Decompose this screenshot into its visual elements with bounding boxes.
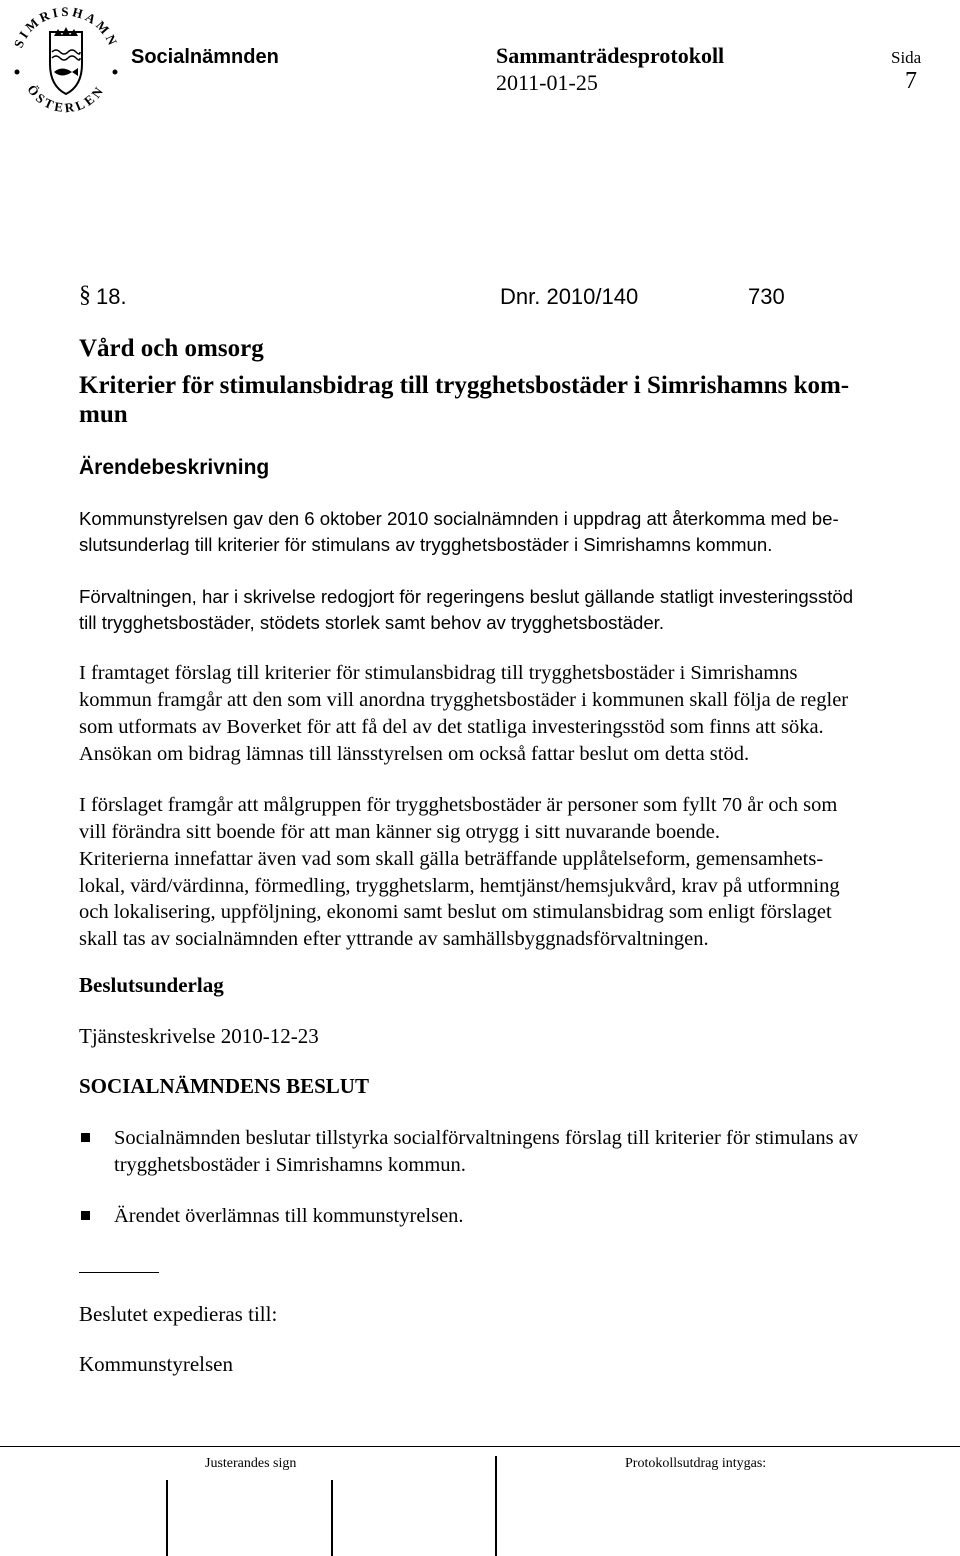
text-line: Kommunstyrelsen gav den 6 oktober 2010 socialnämnden i uppdrag att återkomma med be-: [79, 508, 839, 529]
paragraph-number: 18.: [96, 284, 127, 309]
page-number: 7: [905, 68, 917, 94]
beslutsunderlag-item: Tjänsteskrivelse 2010-12-23: [79, 1024, 319, 1048]
expedieras-recipient: Kommunstyrelsen: [79, 1352, 233, 1376]
separator-line: [79, 1272, 159, 1273]
org-name: Socialnämnden: [131, 46, 279, 68]
text-line: till trygghetsbostäder, stödets storlek samt behov av trygghetsbostäder.: [79, 612, 664, 633]
municipal-seal-logo: [6, 2, 126, 120]
text-line: Ansökan om bidrag lämnas till länsstyrelsen om också fattar beslut om detta stöd.: [79, 743, 750, 765]
seal-bottom-text: ÖSTERLEN: [24, 81, 108, 116]
subject-heading: Vård och omsorg: [79, 335, 264, 362]
protokollsutdrag-label: Protokollsutdrag intygas:: [625, 1456, 767, 1471]
beslut-text-line: trygghetsbostäder i Simrishamns kommun.: [114, 1154, 466, 1176]
svg-text:SIMRISHAMN: [11, 4, 122, 50]
diary-code: 730: [748, 284, 785, 309]
justerandes-sign-label: Justerandes sign: [205, 1456, 297, 1471]
text-line: lokal, värd/värdinna, förmedling, trygghetslarm, hemtjänst/hemsjukvård, krav på utformning: [79, 875, 840, 897]
text-line: I förslaget framgår att målgruppen för trygghetsbostäder är personer som fyllt 70 år och som: [79, 794, 838, 816]
beslut-text-line: Socialnämnden beslutar tillstyrka socialförvaltningens förslag till kriterier för stimulans av: [114, 1127, 859, 1149]
arende-heading: Ärendebeskrivning: [79, 456, 270, 479]
text-line: Förvaltningen, har i skrivelse redogjort för regeringens beslut gällande statligt investeringsstöd: [79, 586, 854, 607]
document-type: Sammanträdesprotokoll: [496, 43, 725, 68]
text-line: som utformats av Boverket för att få del av det statliga investeringsstöd som finns att söka.: [79, 716, 824, 738]
text-line: slutsunderlag till kriterier för stimulans av trygghetsbostäder i Simrishamns kommun.: [79, 534, 773, 555]
bullet-square-icon: [81, 1211, 90, 1220]
beslut-text-line: Ärendet överlämnas till kommunstyrelsen.: [114, 1205, 464, 1227]
document-date: 2011-01-25: [496, 70, 598, 95]
paragraph-symbol: §: [79, 282, 91, 308]
footer-rule: [0, 1446, 960, 1447]
expedieras-label: Beslutet expedieras till:: [79, 1302, 278, 1326]
text-line: vill förändra sitt boende för att man känner sig otrygg i sitt nuvarande boende.: [79, 821, 721, 843]
signature-box-divider: [331, 1480, 333, 1556]
beslut-heading: SOCIALNÄMNDENS BESLUT: [79, 1074, 369, 1098]
svg-text:ÖSTERLEN: [24, 82, 107, 116]
seal-top-text: SIMRISHAMN: [10, 3, 122, 50]
text-line: I framtaget förslag till kriterier för stimulansbidrag till trygghetsbostäder i Simrishamns: [79, 662, 798, 684]
signature-box-divider: [166, 1480, 168, 1556]
bullet-square-icon: [81, 1133, 90, 1142]
diary-number: Dnr. 2010/140: [500, 284, 639, 309]
text-line: Kriterierna innefattar även vad som skall gälla beträffande upplåtelseform, gemensamhets-: [79, 848, 824, 870]
beslutsunderlag-heading: Beslutsunderlag: [79, 973, 224, 997]
signature-box-divider: [495, 1456, 497, 1556]
title-line: Kriterier för stimulansbidrag till trygghetsbostäder i Simrishamns kom-: [79, 372, 850, 399]
text-line: skall tas av socialnämnden efter yttrande av samhällsbyggnadsförvaltningen.: [79, 928, 709, 950]
page-label: Sida: [891, 48, 922, 67]
text-line: och lokalisering, uppföljning, ekonomi samt beslut om stimulansbidrag som enligt förslaget: [79, 901, 832, 923]
text-line: kommun framgår att den som vill anordna trygghetsbostäder i kommunen skall följa de regler: [79, 689, 849, 711]
title-line: mun: [79, 401, 128, 428]
